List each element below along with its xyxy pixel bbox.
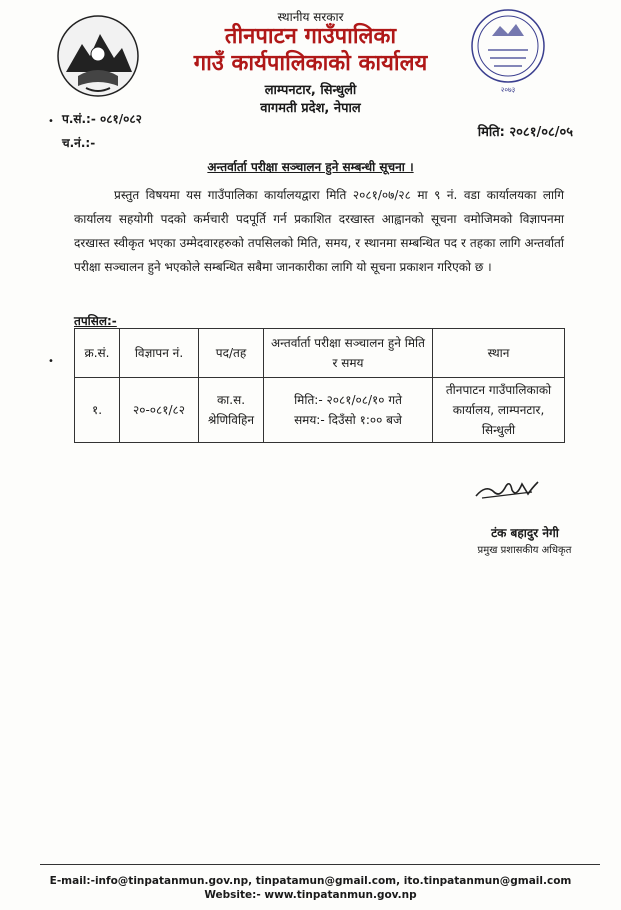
office-address-line2: वागमती प्रदेश, नेपाल bbox=[260, 101, 361, 116]
table-row bbox=[75, 378, 565, 443]
margin-dot: • bbox=[48, 356, 54, 367]
footer-website: Website:- www.tinpatanmun.gov.np bbox=[204, 889, 417, 901]
signatory-name: टंक बहादुर नेगी bbox=[491, 526, 559, 540]
table-caption: तपसिल:- bbox=[74, 314, 117, 328]
office-name-line2: गाउँ कार्यपालिकाको कार्यालय bbox=[193, 51, 428, 76]
header-serial: क्र.सं. bbox=[75, 329, 120, 378]
cell-serial: १. bbox=[75, 378, 120, 443]
notice-paragraph: प्रस्तुत विषयमा यस गाउँपालिका कार्यालयद्वारा मिति २०८१/०७/२८ मा ९ नं. वडा कार्यालयका लागि कार्यालय सहयोगी पदको कर्मचारी पदपूर्ति गर्न प्रकाशित दरखास्त आह्वानको सूचना वमोजिमको विज्ञापनमा दरखास्त स्वीकृत भएका उम्मेदवारहरुको तपसिलको मिति, समय, र स्थानमा सम्बन्धित पद र तहका लागि अन्तर्वार्ता परीक्षा सञ्चालन हुने भएकोले सम्बन्धित सबैमा जानकारीका लागि यो सूचना प्रकाशन गरिएको छ । bbox=[74, 188, 564, 274]
letter-date: मिति: २०८१/०८/०५ bbox=[477, 125, 573, 140]
interview-date: मिति:- २०८१/०८/१० गते bbox=[294, 393, 402, 407]
reference-number: प.सं.:- ०८१/०८२ bbox=[62, 112, 142, 126]
header-location: स्थान bbox=[433, 329, 565, 378]
notice-subject: अन्तर्वार्ता परीक्षा सञ्चालन हुने सम्बन्धी सूचना । bbox=[207, 160, 414, 174]
cell-post-level: का.स. श्रेणिविहिन bbox=[199, 378, 264, 443]
header-subtitle: स्थानीय सरकार bbox=[277, 10, 344, 24]
footer-contact bbox=[0, 874, 621, 902]
cell-location: तीनपाटन गाउँपालिकाको कार्यालय, लाम्पनटार, सिन्धुली bbox=[433, 378, 565, 443]
footer-divider bbox=[40, 864, 600, 865]
dispatch-number: च.नं.:- bbox=[62, 136, 96, 150]
margin-dot: • bbox=[48, 116, 54, 127]
office-address-line1: लाम्पनटार, सिन्धुली bbox=[264, 83, 357, 98]
notice-body bbox=[74, 183, 564, 279]
handwritten-signature bbox=[472, 474, 542, 504]
table-header-row bbox=[75, 329, 565, 378]
cell-date-time bbox=[264, 378, 433, 443]
interview-schedule-table bbox=[74, 328, 565, 443]
header-date-time: अन्तर्वार्ता परीक्षा सञ्चालन हुने मिति र समय bbox=[264, 329, 433, 378]
header-post-level: पद/तह bbox=[199, 329, 264, 378]
svg-text:२०७३: २०७३ bbox=[500, 86, 516, 94]
office-name-line1: तीनपाटन गाउँपालिका bbox=[224, 24, 397, 49]
header-advertisement-no: विज्ञापन नं. bbox=[120, 329, 199, 378]
footer-email: E-mail:-info@tinpatanmun.gov.np, tinpatamun@gmail.com, ito.tinpatanmun@gmail.com bbox=[49, 875, 572, 887]
signatory-title: प्रमुख प्रशासकीय अधिकृत bbox=[477, 545, 572, 556]
interview-time: समय:- दिउँसो १:०० बजे bbox=[294, 413, 402, 427]
cell-advertisement-no: २०-०८१/८२ bbox=[120, 378, 199, 443]
